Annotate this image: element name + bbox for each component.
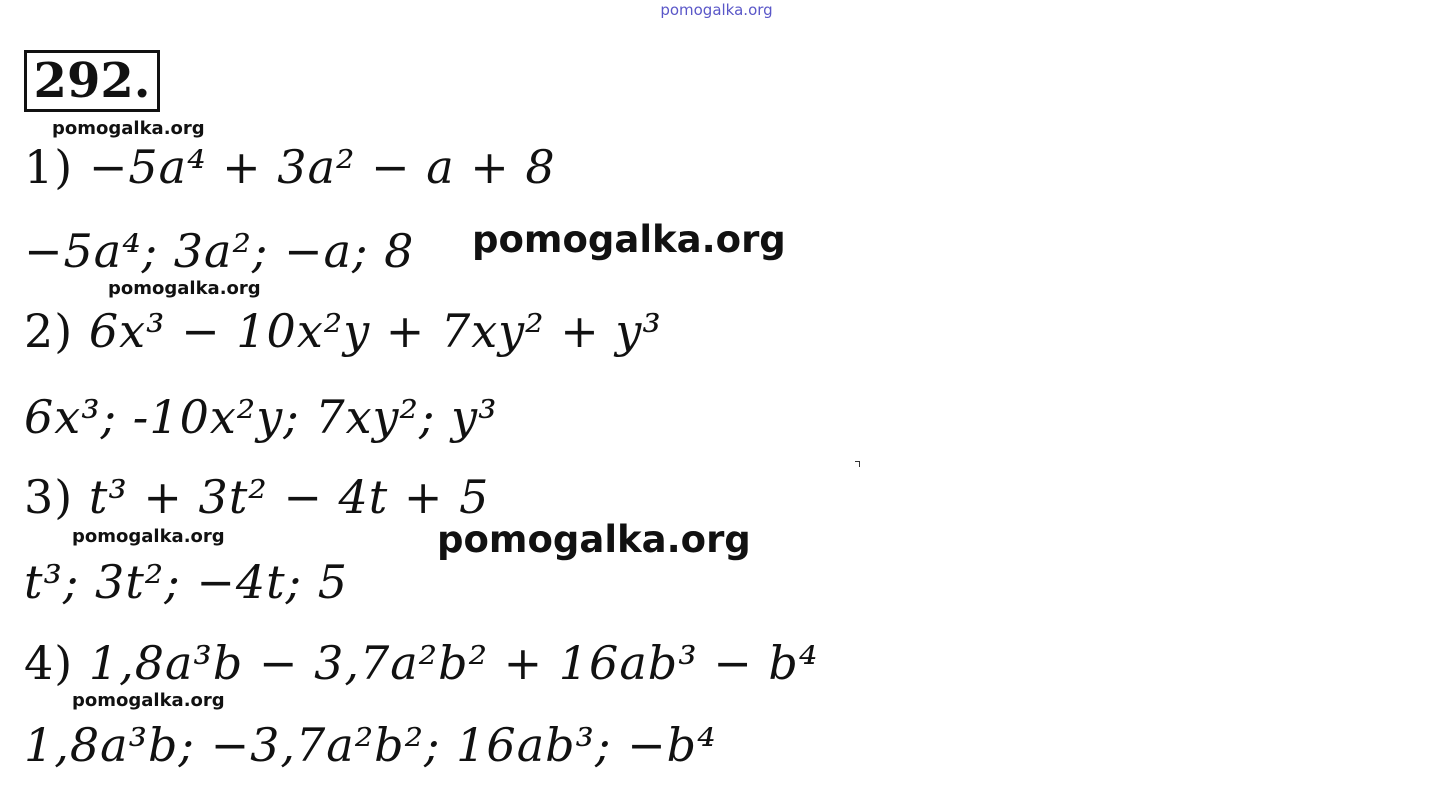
item-2-label: 2) <box>24 304 74 358</box>
item-4-label: 4) <box>24 636 74 690</box>
item-3-terms-text: t³; 3t²; −4t; 5 <box>24 555 349 609</box>
item-3-expression <box>24 470 489 524</box>
item-1-terms-text: −5a⁴; 3a²; −a; 8 <box>24 224 415 278</box>
item-1-expression <box>24 140 556 194</box>
task-number: 292. <box>24 50 160 112</box>
item-4-terms-text: 1,8a³b; −3,7a²b²; 16ab³; −b⁴ <box>24 718 717 772</box>
item-4-terms <box>24 718 717 772</box>
watermark-small: pomogalka.org <box>108 278 261 299</box>
item-2-expression <box>24 304 662 358</box>
item-3-label: 3) <box>24 470 74 524</box>
watermark-big: pomogalka.org <box>437 518 751 561</box>
watermark-small: pomogalka.org <box>72 690 225 711</box>
item-4-expression <box>24 636 818 690</box>
item-3-expression-text: t³ + 3t² − 4t + 5 <box>88 470 490 524</box>
watermark-top: pomogalka.org <box>660 1 773 19</box>
item-4-expression-text: 1,8a³b − 3,7a²b² + 16ab³ − b⁴ <box>88 636 819 690</box>
item-2-terms <box>24 390 498 444</box>
item-1-label: 1) <box>24 140 74 194</box>
item-3-terms <box>24 555 348 609</box>
item-2-expression-text: 6x³ − 10x²y + 7xy² + y³ <box>88 304 662 358</box>
watermark-small: pomogalka.org <box>72 526 225 547</box>
item-1-terms <box>24 224 414 278</box>
stray-mark <box>855 461 860 467</box>
item-2-terms-text: 6x³; -10x²y; 7xy²; y³ <box>24 390 498 444</box>
watermark-big: pomogalka.org <box>472 218 786 261</box>
watermark-small: pomogalka.org <box>52 118 205 139</box>
item-1-expression-text: −5a⁴ + 3a² − a + 8 <box>88 140 556 194</box>
